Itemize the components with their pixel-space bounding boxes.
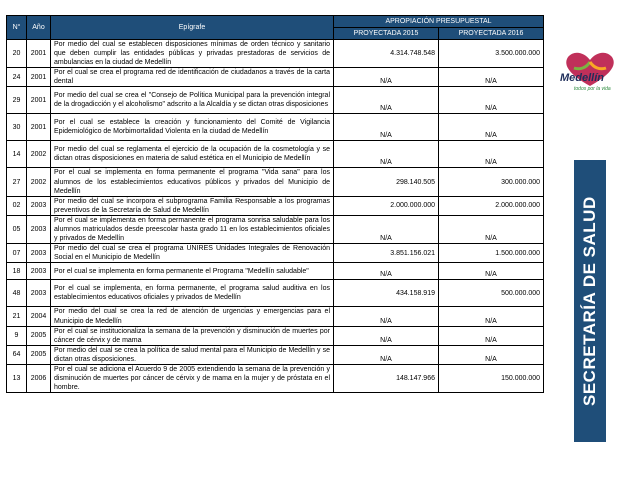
row-num: 20 bbox=[7, 40, 27, 68]
row-year: 2003 bbox=[27, 263, 51, 280]
table-row bbox=[7, 196, 544, 215]
row-year: 2001 bbox=[27, 40, 51, 68]
row-proj-2015: N/A bbox=[334, 114, 439, 141]
row-proj-2016: N/A bbox=[439, 141, 544, 168]
side-band-label: SECRETARÍA DE SALUD bbox=[580, 196, 599, 406]
row-title: Por el cual se implementa, en forma permanente, el programa salud auditiva en los establecimientos educativos oficiales y privados de Medellín bbox=[51, 280, 334, 307]
row-num: 18 bbox=[7, 263, 27, 280]
row-year: 2001 bbox=[27, 68, 51, 87]
logo-tagline: todos por la vida bbox=[574, 86, 611, 92]
row-title: Por medio del cual se crea la política de salud mental para el Municipio de Medellín y se dictan otras disposiciones. bbox=[51, 345, 334, 364]
row-title: Por medio del cual se establecen disposiciones mínimas de orden técnico y sanitario que deben cumplir las entidades públicas y privadas prestadoras de servicios de ambulancias en la ciudad de Medellín bbox=[51, 40, 334, 68]
row-title: Por el cual se implementa en forma permanente el Programa "Medellín saludable" bbox=[51, 263, 334, 280]
row-num: 24 bbox=[7, 68, 27, 87]
row-num: 02 bbox=[7, 196, 27, 215]
row-proj-2016: 1.500.000.000 bbox=[439, 244, 544, 263]
table-row bbox=[7, 87, 544, 114]
row-proj-2015: N/A bbox=[334, 345, 439, 364]
row-num: 27 bbox=[7, 168, 27, 196]
table-row bbox=[7, 40, 544, 68]
row-year: 2001 bbox=[27, 87, 51, 114]
row-proj-2016: 300.000.000 bbox=[439, 168, 544, 196]
row-title: Por medio del cual se crea la red de atención de urgencias y emergencias para el Municipio de Medellín bbox=[51, 307, 334, 326]
row-num: 05 bbox=[7, 215, 27, 243]
table-row bbox=[7, 280, 544, 307]
row-num: 48 bbox=[7, 280, 27, 307]
row-proj-2016: N/A bbox=[439, 215, 544, 243]
row-num: 14 bbox=[7, 141, 27, 168]
row-proj-2016: N/A bbox=[439, 87, 544, 114]
row-num: 29 bbox=[7, 87, 27, 114]
row-title: Por el cual se implementa en forma permanente el programa sonrisa saludable para los alumnos matriculados desde preescolar hasta grado 11 en los establecimientos oficiales y privados de Medellín bbox=[51, 215, 334, 243]
table-row bbox=[7, 141, 544, 168]
row-proj-2016: N/A bbox=[439, 307, 544, 326]
table-row bbox=[7, 215, 544, 243]
row-num: 30 bbox=[7, 114, 27, 141]
row-year: 2003 bbox=[27, 196, 51, 215]
row-proj-2015: 2.000.000.000 bbox=[334, 196, 439, 215]
row-proj-2016: 3.500.000.000 bbox=[439, 40, 544, 68]
row-proj-2015: N/A bbox=[334, 68, 439, 87]
row-title: Por medio del cual se crea el programa UNIRES Unidades Integrales de Renovación Social en el Municipio de Medellín bbox=[51, 244, 334, 263]
header-num: N° bbox=[7, 16, 27, 40]
row-proj-2015: N/A bbox=[334, 87, 439, 114]
row-proj-2015: N/A bbox=[334, 263, 439, 280]
row-proj-2015: N/A bbox=[334, 307, 439, 326]
row-proj-2016: 150.000.000 bbox=[439, 364, 544, 392]
row-year: 2003 bbox=[27, 244, 51, 263]
table-row bbox=[7, 263, 544, 280]
table-row bbox=[7, 326, 544, 345]
header-year: Año bbox=[27, 16, 51, 40]
row-proj-2015: 434.158.919 bbox=[334, 280, 439, 307]
table-row bbox=[7, 244, 544, 263]
table-row bbox=[7, 114, 544, 141]
table-row bbox=[7, 364, 544, 392]
table-row bbox=[7, 307, 544, 326]
row-proj-2016: N/A bbox=[439, 326, 544, 345]
row-num: 07 bbox=[7, 244, 27, 263]
row-proj-2016: 2.000.000.000 bbox=[439, 196, 544, 215]
row-year: 2005 bbox=[27, 345, 51, 364]
table-row bbox=[7, 345, 544, 364]
table-body bbox=[7, 40, 544, 393]
row-title: Por el cual se implementa en forma permanente el programa "Vida sana" para los alumnos de los establecimientos educativos públicos y privados del Municipio de Medellín bbox=[51, 168, 334, 196]
row-num: 13 bbox=[7, 364, 27, 392]
row-year: 2003 bbox=[27, 280, 51, 307]
header-proj-2015: PROYECTADA 2015 bbox=[334, 28, 439, 40]
row-num: 21 bbox=[7, 307, 27, 326]
row-year: 2002 bbox=[27, 168, 51, 196]
row-proj-2015: N/A bbox=[334, 326, 439, 345]
row-proj-2015: N/A bbox=[334, 141, 439, 168]
table-row bbox=[7, 68, 544, 87]
row-title: Por el cual se crea el programa red de identificación de ciudadanos a través de la carta dental bbox=[51, 68, 334, 87]
row-year: 2004 bbox=[27, 307, 51, 326]
row-proj-2016: N/A bbox=[439, 114, 544, 141]
row-year: 2003 bbox=[27, 215, 51, 243]
agreements-table bbox=[6, 15, 544, 393]
row-proj-2016: N/A bbox=[439, 68, 544, 87]
row-proj-2015: N/A bbox=[334, 215, 439, 243]
row-year: 2005 bbox=[27, 326, 51, 345]
row-year: 2001 bbox=[27, 114, 51, 141]
medellin-heart-logo bbox=[560, 36, 620, 104]
row-year: 2006 bbox=[27, 364, 51, 392]
row-year: 2002 bbox=[27, 141, 51, 168]
row-num: 9 bbox=[7, 326, 27, 345]
row-proj-2016: N/A bbox=[439, 263, 544, 280]
row-title: Por medio del cual se incorpora el subprograma Familia Responsable a los programas preventivos de la Secretaría de Salud de Medellín bbox=[51, 196, 334, 215]
row-proj-2016: 500.000.000 bbox=[439, 280, 544, 307]
row-proj-2015: 148.147.966 bbox=[334, 364, 439, 392]
row-title: Por medio del cual se crea el "Consejo de Política Municipal para la prevención integral de la drogadicción y el alcoholismo" adscrito a la Alcaldía y se dictan otras disposiciones bbox=[51, 87, 334, 114]
header-budget: APROPIACIÓN PRESUPUESTAL bbox=[334, 16, 544, 28]
logo-name: Medellín bbox=[560, 72, 605, 84]
row-title: Por el cual se adiciona el Acuerdo 9 de 2005 extendiendo la semana de la prevención y disminución de muertes por cáncer de cérvix y de mama en la mujer y de próstata en el hombre. bbox=[51, 364, 334, 392]
header-title: Epígrafe bbox=[51, 16, 334, 40]
row-num: 64 bbox=[7, 345, 27, 364]
row-proj-2015: 3.851.156.021 bbox=[334, 244, 439, 263]
row-proj-2015: 298.140.505 bbox=[334, 168, 439, 196]
row-proj-2016: N/A bbox=[439, 345, 544, 364]
header-proj-2016: PROYECTADA 2016 bbox=[439, 28, 544, 40]
row-title: Por medio del cual se reglamenta el ejercicio de la ocupación de la cosmetología y se dictan otras disposiciones en materia de salud estética en el Municipio de Medellín bbox=[51, 141, 334, 168]
row-title: Por el cual se institucionaliza la semana de la prevención y disminución de muertes por cáncer de cérvix y de mama bbox=[51, 326, 334, 345]
row-proj-2015: 4.314.748.548 bbox=[334, 40, 439, 68]
row-title: Por el cual se establece la creación y funcionamiento del Comité de Vigilancia Epidemiológico de Morbimortalidad Violenta en la ciudad de Medellín bbox=[51, 114, 334, 141]
table-row bbox=[7, 168, 544, 196]
